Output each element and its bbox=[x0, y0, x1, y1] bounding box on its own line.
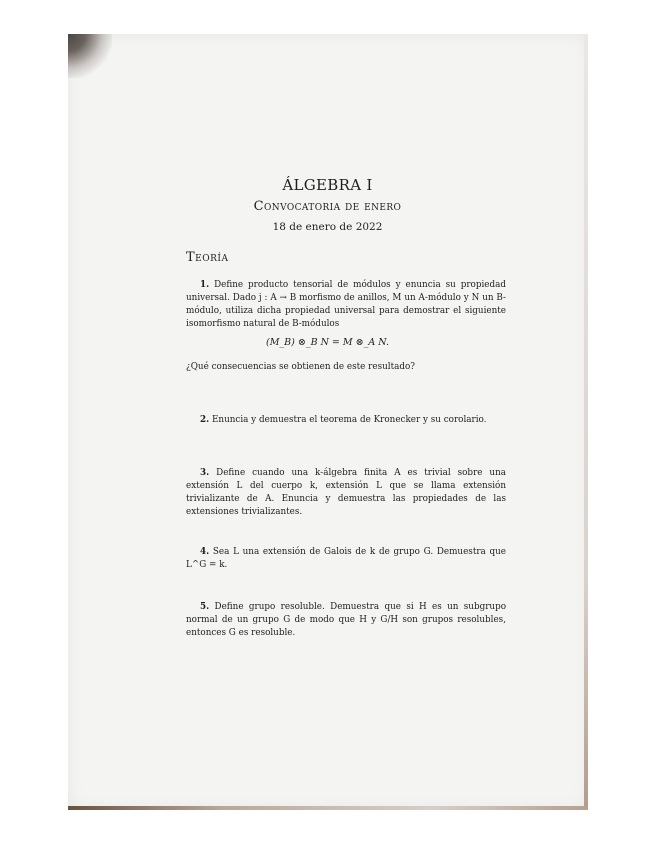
exam-date: 18 de enero de 2022 bbox=[272, 221, 383, 233]
problem-number: 2. bbox=[200, 415, 210, 425]
paper-edge-bottom bbox=[68, 806, 588, 810]
paper-edge-right bbox=[584, 34, 588, 809]
problem-2 bbox=[186, 414, 506, 427]
problem-text: Define grupo resoluble. Demuestra que si H es un subgrupo normal de un grupo G de modo que H y G/H son grupos resolubles, entonces G es resoluble. bbox=[186, 602, 507, 638]
problem-text: Define producto tensorial de módulos y enuncia su propiedad universal. Dado j : A → B morfismo de anillos, M un A-módulo y N un B-módulo, utiliza dicha propiedad universal para demostrar el siguiente isomorfismo natural de B-módulos bbox=[186, 280, 507, 329]
exam-subtitle: Convocatoria de enero bbox=[253, 199, 402, 214]
problem-5 bbox=[186, 601, 506, 640]
folded-corner bbox=[68, 34, 112, 78]
problem-4 bbox=[186, 546, 506, 572]
problem-number: 3. bbox=[200, 468, 210, 478]
problem-3 bbox=[186, 467, 506, 519]
problem-1-formula: (M_B) ⊗_B N = M ⊗_A N. bbox=[266, 337, 389, 348]
problem-text: Define cuando una k-álgebra finita A es trivial sobre una extensión L del cuerpo k, extensión L que se llama extensión trivializante de A. Enuncia y demuestra las propiedades de las extensiones trivializantes. bbox=[186, 468, 506, 517]
problem-1 bbox=[186, 279, 506, 331]
problem-number: 5. bbox=[200, 602, 210, 612]
exam-title: ÁLGEBRA I bbox=[282, 176, 373, 194]
problem-number: 1. bbox=[200, 280, 210, 290]
section-heading: Teoría bbox=[186, 250, 229, 265]
problem-number: 4. bbox=[200, 547, 210, 557]
problem-1-followup: ¿Qué consecuencias se obtienen de este resultado? bbox=[186, 362, 416, 372]
problem-text: Enuncia y demuestra el teorema de Kronecker y su corolario. bbox=[211, 415, 487, 425]
problem-text: Sea L una extensión de Galois de k de grupo G. Demuestra que L^G = k. bbox=[186, 547, 507, 570]
